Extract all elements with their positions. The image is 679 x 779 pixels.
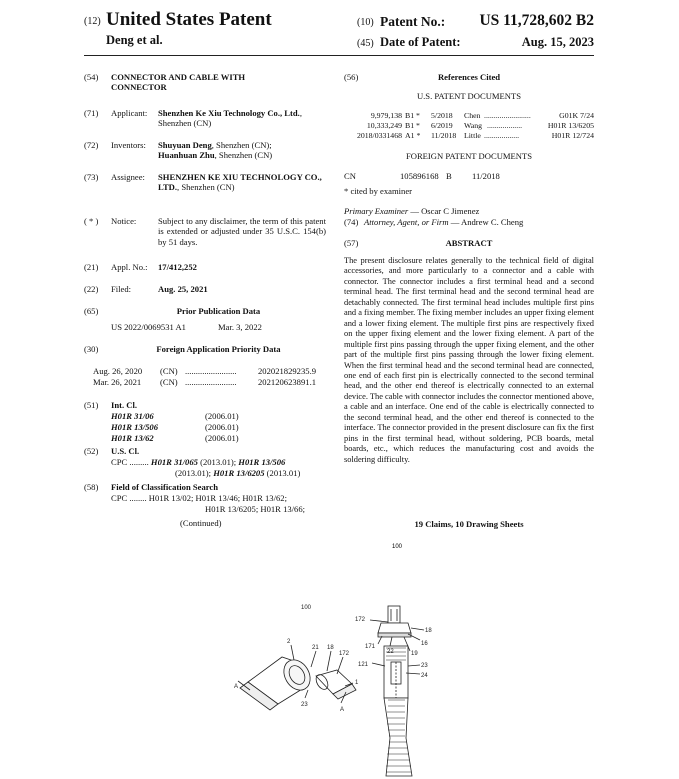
inventors-label: Inventors: bbox=[111, 140, 146, 150]
us-cl-cpc-label: CPC bbox=[111, 457, 128, 467]
sec-label-16: 16 bbox=[421, 641, 428, 647]
field-65-code: (65) bbox=[84, 306, 99, 316]
header-rule bbox=[84, 55, 594, 56]
fig-label-18: 18 bbox=[327, 645, 334, 651]
ref-name: Little bbox=[464, 131, 481, 140]
invention-title: CONNECTOR AND CABLE WITH CONNECTOR bbox=[111, 72, 246, 93]
ref-number: 2018/0331468 bbox=[356, 131, 402, 140]
attorney-name: — Andrew C. Cheng bbox=[450, 217, 524, 227]
fig-label-23: 23 bbox=[301, 702, 308, 708]
examiner-name: — Oscar C Jimenez bbox=[410, 206, 480, 216]
ref-date: 11/2018 bbox=[431, 131, 457, 140]
priority-date-2: Mar. 26, 2021 bbox=[93, 377, 142, 387]
appl-no-label: Appl. No.: bbox=[111, 262, 148, 272]
int-cl-class-3: H01R 13/62 bbox=[111, 433, 154, 443]
cross-section-figure bbox=[355, 606, 432, 776]
foreign-patent-documents-title: FOREIGN PATENT DOCUMENTS bbox=[405, 151, 533, 161]
int-cl-version-2: (2006.01) bbox=[205, 422, 239, 432]
applicant-location: , Shenzhen (CN) bbox=[158, 108, 302, 129]
field-73-code: (73) bbox=[84, 172, 99, 182]
us-patent-documents-title: U.S. PATENT DOCUMENTS bbox=[416, 91, 522, 101]
int-cl-class-1: H01R 31/06 bbox=[111, 411, 154, 421]
examiner-label: Primary Examiner bbox=[344, 206, 409, 216]
us-cl-cpc bbox=[111, 457, 331, 467]
attorney-label: Attorney, Agent, or Firm bbox=[364, 217, 449, 227]
cited-by-examiner: * cited by examiner bbox=[344, 186, 413, 196]
ref-class: G01K 7/24 bbox=[559, 111, 594, 120]
field-54-code: (54) bbox=[84, 72, 99, 82]
patent-number: US 11,728,602 B2 bbox=[479, 12, 594, 29]
field-72-code: (72) bbox=[84, 140, 99, 150]
int-cl-class-2: H01R 13/506 bbox=[111, 422, 159, 432]
fig-label-a-right: A bbox=[340, 707, 345, 713]
attorney bbox=[364, 217, 523, 227]
sec-label-19: 19 bbox=[411, 651, 418, 657]
inventor-name-1: Shuyuan Deng bbox=[158, 140, 212, 150]
us-cl-cpc-cont bbox=[175, 468, 335, 478]
applicant-name: Shenzhen Ke Xiu Technology Co., Ltd. bbox=[158, 108, 300, 118]
foreign-priority-title: Foreign Application Priority Data bbox=[156, 344, 281, 354]
fig-label-100: 100 bbox=[301, 605, 312, 611]
ref-kind: A1 * bbox=[405, 131, 421, 140]
field-56-code: (56) bbox=[344, 72, 359, 82]
prior-publication-number: US 2022/0069531 A1 bbox=[111, 322, 186, 332]
fig-label-172: 172 bbox=[339, 651, 350, 657]
ref-date: 6/2019 bbox=[431, 121, 453, 130]
int-cl-version-3: (2006.01) bbox=[205, 433, 239, 443]
sec-label-171: 171 bbox=[365, 644, 376, 650]
field-58-code: (58) bbox=[84, 482, 99, 492]
search-line-2: H01R 13/6205; H01R 13/66; bbox=[205, 504, 306, 514]
us-ref-row bbox=[344, 121, 594, 131]
priority-country-1: (CN) bbox=[160, 366, 178, 376]
prior-publication-title: Prior Publication Data bbox=[176, 306, 261, 316]
kind-code-45: (45) bbox=[357, 38, 374, 49]
applicant-label: Applicant: bbox=[111, 108, 148, 118]
connector-assembly-figure bbox=[234, 605, 359, 713]
us-cl-sep-c: (2013.01); bbox=[175, 468, 214, 478]
field-52-code: (52) bbox=[84, 446, 99, 456]
priority-date-1: Aug. 26, 2020 bbox=[93, 366, 143, 376]
ref-kind: B1 * bbox=[405, 111, 420, 120]
kind-code-10: (10) bbox=[357, 17, 374, 28]
patent-office-title: United States Patent bbox=[106, 9, 272, 30]
field-21-code: (21) bbox=[84, 262, 99, 272]
representative-drawing bbox=[0, 535, 679, 779]
search-line-1: H01R 13/02; H01R 13/46; H01R 13/62; bbox=[148, 493, 287, 503]
notice-code: ( * ) bbox=[84, 216, 99, 226]
ref-dots: ........................ bbox=[484, 111, 531, 120]
inventors-short: Deng et al. bbox=[106, 33, 163, 47]
drawing-ref-top: 100 bbox=[392, 544, 403, 550]
ref-dots: .................. bbox=[484, 131, 520, 140]
applicant-block bbox=[158, 108, 328, 129]
ref-name: Wang bbox=[464, 121, 482, 130]
primary-examiner bbox=[344, 206, 479, 216]
fig-label-a-left: A bbox=[234, 684, 239, 690]
foreign-ref-date: 11/2018 bbox=[472, 171, 500, 181]
ref-class: H01R 12/724 bbox=[551, 131, 594, 140]
prior-publication-date: Mar. 3, 2022 bbox=[218, 322, 262, 332]
us-cl-sep-a: (2013.01); bbox=[197, 457, 239, 467]
patent-no-label: Patent No.: bbox=[380, 14, 446, 29]
filed-date: Aug. 25, 2021 bbox=[158, 284, 208, 294]
field-71-code: (71) bbox=[84, 108, 99, 118]
priority-country-2: (CN) bbox=[160, 377, 178, 387]
date-of-patent: Aug. 15, 2023 bbox=[521, 35, 594, 49]
us-cl-class-a: H01R 31/065 bbox=[150, 457, 198, 467]
priority-dots-2: ........................ bbox=[185, 377, 237, 387]
assignee-name: SHENZHEN KE XIU TECHNOLOGY CO., LTD. bbox=[158, 172, 322, 193]
kind-code-12: (12) bbox=[84, 16, 101, 27]
us-cl-cpc-dots: ......... bbox=[129, 457, 149, 467]
search-cpc-label: CPC bbox=[111, 493, 128, 503]
ref-number: 10,333,249 bbox=[366, 121, 402, 130]
inventors-block bbox=[158, 140, 330, 161]
sec-label-22: 22 bbox=[387, 649, 394, 655]
int-cl-version-1: (2006.01) bbox=[205, 411, 239, 421]
search-cpc-dots: ........ bbox=[129, 493, 147, 503]
abstract-text: The present disclosure relates generally to the technical field of digital accessories, and more particularly to a connector and a cable with connector. The connector includes a first terminal head and a second terminal head. The first terminal head and the second terminal head are detachably connected. The first terminal head includes multiple first pins and a fixing member. The fixing member includes an upper fixing element and a lower fixing element. The multiple first pins are respectively fixed on the upper fixing element and the lower fixing element. A part of the multiple first pins passing through the upper fixing element, and the other part of the multiple first pins passing through the lower fixing element. When the first terminal head and the second terminal head are connected, one end of each first pin is electrically connected to the second terminal head, and the other end thereof is electrically connected to an external device. The cable with connector includes the connector mentioned above, a cable and an interface. One end of the cable is electrically connected to the second terminal head, and the other end thereof is connected to the interface. The connector provided in the present disclosure can fix the first pins in the first terminal head, without soldering, PCB boards, metal boards, etc., which reduces the manufacturing cost and avoids the soldering difficulty. bbox=[344, 256, 594, 464]
assignee-location: , Shenzhen (CN) bbox=[177, 182, 235, 193]
field-74-code: (74) bbox=[344, 217, 359, 227]
us-ref-row bbox=[344, 111, 594, 121]
assignee-label: Assignee: bbox=[111, 172, 145, 182]
sec-label-23: 23 bbox=[421, 663, 428, 669]
fig-label-1: 1 bbox=[355, 680, 359, 686]
notice-label: Notice: bbox=[111, 216, 137, 226]
us-ref-row bbox=[344, 131, 594, 141]
fig-label-21: 21 bbox=[312, 645, 319, 651]
references-title: References Cited bbox=[437, 72, 501, 82]
ref-dots: .................. bbox=[487, 121, 523, 130]
priority-number-2: 202120623891.1 bbox=[258, 377, 317, 387]
abstract-title: ABSTRACT bbox=[445, 238, 493, 248]
ref-class: H01R 13/6205 bbox=[547, 121, 594, 130]
field-of-search-cpc bbox=[111, 493, 287, 503]
ref-number: 9,979,138 bbox=[370, 111, 402, 120]
field-51-code: (51) bbox=[84, 400, 99, 410]
us-cl-sep-c2: (2013.01) bbox=[264, 468, 301, 478]
inventor-location-2: , Shenzhen (CN) bbox=[214, 150, 273, 161]
foreign-ref-kind: B bbox=[446, 171, 452, 181]
ref-name: Chen bbox=[464, 111, 481, 120]
us-cl-class-c: H01R 13/6205 bbox=[213, 468, 265, 478]
date-of-patent-label: Date of Patent: bbox=[380, 35, 461, 49]
notice-text: Subject to any disclaimer, the term of this patent is extended or adjusted under 35 U.S.C. 154(b) by 51 days. bbox=[158, 216, 326, 247]
priority-number-1: 202021829235.9 bbox=[258, 366, 317, 376]
field-of-search-label: Field of Classification Search bbox=[111, 482, 219, 492]
field-22-code: (22) bbox=[84, 284, 99, 294]
fig-label-2: 2 bbox=[287, 639, 291, 645]
assignee-block bbox=[158, 172, 326, 193]
field-30-code: (30) bbox=[84, 344, 99, 354]
continued-note: (Continued) bbox=[180, 518, 222, 528]
sec-label-24: 24 bbox=[421, 673, 428, 679]
sec-label-18: 18 bbox=[425, 628, 432, 634]
us-cl-class-b: H01R 13/506 bbox=[238, 457, 286, 467]
ref-date: 5/2018 bbox=[431, 111, 453, 120]
claims-summary: 19 Claims, 10 Drawing Sheets bbox=[414, 519, 524, 529]
filed-label: Filed: bbox=[111, 284, 132, 294]
appl-no: 17/412,252 bbox=[158, 262, 197, 272]
field-57-code: (57) bbox=[344, 238, 359, 248]
inventor-name-2: Huanhuan Zhu bbox=[158, 150, 215, 161]
int-cl-label: Int. Cl. bbox=[111, 400, 138, 410]
foreign-ref-country: CN bbox=[344, 171, 356, 181]
sec-label-172: 172 bbox=[355, 617, 366, 623]
ref-kind: B1 * bbox=[405, 121, 420, 130]
inventor-location-1: , Shenzhen (CN); bbox=[211, 140, 272, 150]
sec-label-121: 121 bbox=[358, 662, 369, 668]
foreign-ref-number: 105896168 bbox=[400, 171, 439, 181]
us-cl-label: U.S. Cl. bbox=[111, 446, 140, 456]
priority-dots-1: ........................ bbox=[185, 366, 237, 376]
